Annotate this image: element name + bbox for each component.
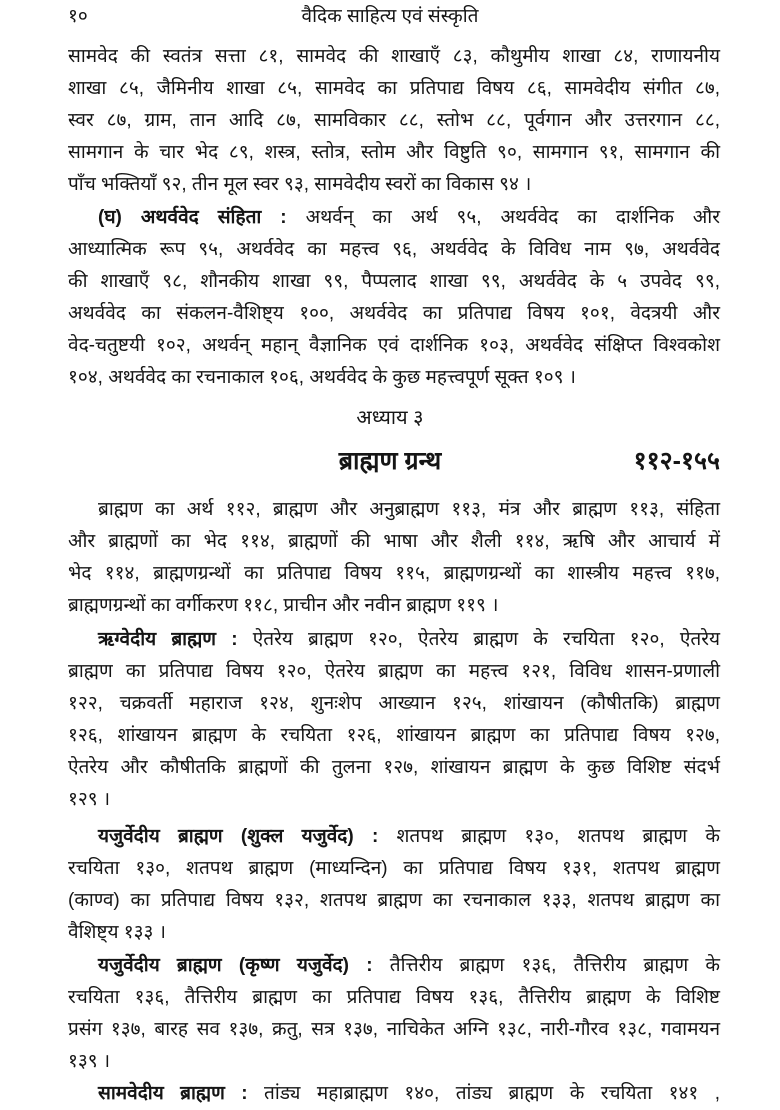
text-line <box>68 169 720 201</box>
line-text: (काण्व) का प्रतिपाद्य विषय १३२, शतपथ ब्राह्मण का रचनाकाल १३३, शतपथ ब्राह्मण का <box>68 890 720 911</box>
text-line <box>68 1078 720 1110</box>
paragraph-brahmana-intro <box>68 494 720 622</box>
text-line <box>68 982 720 1014</box>
line-text: भेद ११४, ब्राह्मणग्रन्थों का प्रतिपाद्य विषय ११५, ब्राह्मणग्रन्थों का शास्त्रीय महत्त्व ११७, <box>68 563 720 584</box>
text-line <box>68 917 720 949</box>
text-line <box>68 494 720 526</box>
paragraph-heading: सामवेदीय ब्राह्मण : <box>98 1083 248 1104</box>
text-line <box>68 73 720 105</box>
line-text: आध्यात्मिक रूप ९५, अथर्ववेद का महत्त्व ९६, अथर्ववेद के विविध नाम ९७, अथर्ववेद <box>68 239 720 260</box>
line-text: स्वर ८७, ग्राम, तान आदि ८७, सामविकार ८८, स्तोभ ८८, पूर्वगान और उत्तरगान ८८, <box>68 110 720 131</box>
line-text: प्रसंग १३७, बारह सव १३७, क्रतु, सत्र १३७, नाचिकेत अग्नि १३८, नारी-गौरव १३८, गवामयन <box>68 1019 720 1040</box>
text-line <box>68 590 720 622</box>
line-text: अथर्ववेद का संकलन-वैशिष्ट्य १००, अथर्ववेद का प्रतिपाद्य विषय १०१, वेदत्रयी और <box>68 303 720 324</box>
paragraph-samavedic-brahmana <box>68 1078 720 1110</box>
paragraph-heading: यजुर्वेदीय ब्राह्मण (शुक्ल यजुर्वेद) : <box>98 826 379 847</box>
text-line <box>68 853 720 885</box>
text-line <box>68 41 720 73</box>
line-text: सामवेद की स्वतंत्र सत्ता ८१, सामवेद की शाखाएँ ८३, कौथुमीय शाखा ८४, राणायनीय <box>68 46 720 67</box>
line-text: १२६, शांखायन ब्राह्मण के रचयिता १२६, शांखायन ब्राह्मण का प्रतिपाद्य विषय १२७, <box>68 725 720 746</box>
paragraph-krishna-yajurveda-brahmana <box>68 950 720 1078</box>
chapter-title: ब्राह्मण ग्रन्थ <box>338 447 442 475</box>
text-line <box>68 688 720 720</box>
paragraph-heading: यजुर्वेदीय ब्राह्मण (कृष्ण यजुर्वेद) : <box>98 955 373 976</box>
paragraph-atharvaveda-samhita <box>68 202 720 394</box>
line-text: और ब्राह्मणों का भेद ११४, ब्राह्मणों की भाषा और शैली ११४, ऋषि और आचार्य में <box>68 531 720 552</box>
line-text: तांड्य महाब्राह्मण १४०, तांड्य ब्राह्मण के रचयिता १४१ , <box>247 1083 720 1104</box>
paragraph-heading: ऋग्वेदीय ब्राह्मण : <box>98 629 238 650</box>
line-text: ऐतरेय ब्राह्मण १२०, ऐतरेय ब्राह्मण के रचयिता १२०, ऐतरेय <box>237 629 720 650</box>
line-text: रचयिता १३०, शतपथ ब्राह्मण (माध्यन्दिन) का प्रतिपाद्य विषय १३१, शतपथ ब्राह्मण <box>68 858 720 879</box>
text-line <box>68 330 720 362</box>
text-line <box>68 885 720 917</box>
line-text: शाखा ८५, जैमिनीय शाखा ८५, सामवेद का प्रतिपाद्य विषय ८६, सामवेदीय संगीत ८७, <box>68 78 720 99</box>
line-text: १३९ । <box>68 1051 111 1072</box>
paragraph-rigvedic-brahmana <box>68 624 720 816</box>
text-line <box>68 362 720 394</box>
line-text: शतपथ ब्राह्मण १३०, शतपथ ब्राह्मण के <box>378 826 720 847</box>
chapter-label: अध्याय ३ <box>356 407 424 429</box>
text-line <box>68 784 720 816</box>
line-text: १२२, चक्रवर्ती महाराज १२४, शुनःशेप आख्यान १२५, शांखायन (कौषीतकि) ब्राह्मण <box>68 693 720 714</box>
line-text: अथर्वन् का अर्थ ९५, अथर्ववेद का दार्शनिक और <box>286 207 720 228</box>
text-line <box>68 202 720 234</box>
line-text: ऐतरेय और कौषीतकि ब्राह्मणों की तुलना १२७, शांखायन ब्राह्मण के कुछ विशिष्ट संदर्भ <box>68 757 720 778</box>
paragraph-heading: (घ) अथर्ववेद संहिता : <box>98 207 287 228</box>
line-text: १२९ । <box>68 789 111 810</box>
text-line <box>68 624 720 656</box>
line-text: तैत्तिरीय ब्राह्मण १३६, तैत्तिरीय ब्राह्मण के <box>372 955 720 976</box>
text-line <box>68 105 720 137</box>
text-line <box>68 720 720 752</box>
paragraph-samaveda-contents <box>68 41 720 201</box>
line-text: रचयिता १३६, तैत्तिरीय ब्राह्मण का प्रतिपाद्य विषय १३६, तैत्तिरीय ब्राह्मण के विशिष्ट <box>68 987 720 1008</box>
line-text: वेद-चतुष्टयी १०२, अथर्वन् महान् वैज्ञानिक एवं दार्शनिक १०३, अथर्ववेद संक्षिप्त विश्वकोश <box>68 335 720 356</box>
text-line <box>68 1014 720 1046</box>
paragraph-shukla-yajurveda-brahmana <box>68 821 720 949</box>
text-line <box>68 526 720 558</box>
text-line <box>68 752 720 784</box>
text-line <box>68 266 720 298</box>
text-line <box>68 1046 720 1078</box>
line-text: १०४, अथर्ववेद का रचनाकाल १०६, अथर्ववेद के कुछ महत्त्वपूर्ण सूक्त १०९ । <box>68 367 576 388</box>
text-line <box>68 821 720 853</box>
text-line <box>68 656 720 688</box>
line-text: ब्राह्मणग्रन्थों का वर्गीकरण ११८, प्राचीन और नवीन ब्राह्मण ११९ । <box>68 595 499 616</box>
text-line <box>68 558 720 590</box>
page-number: १० <box>68 6 88 27</box>
line-text: ब्राह्मण का प्रतिपाद्य विषय १२०, ऐतरेय ब्राह्मण का महत्त्व १२१, विविध शासन-प्रणाली <box>68 661 720 682</box>
running-title: वैदिक साहित्य एवं संस्कृति <box>301 6 479 27</box>
line-text: सामगान के चार भेद ८९, शस्त्र, स्तोत्र, स्तोम और विष्टुति ९०, सामगान ९१, सामगान की <box>68 142 720 163</box>
line-text: पाँच भक्तियाँ ९२, तीन मूल स्वर ९३, सामवेदीय स्वरों का विकास ९४ । <box>68 174 532 195</box>
text-line <box>68 234 720 266</box>
text-line <box>68 298 720 330</box>
chapter-page-range: ११२-१५५ <box>633 447 720 475</box>
line-text: वैशिष्ट्य १३३ । <box>68 922 166 943</box>
line-text: की शाखाएँ ९८, शौनकीय शाखा ९९, पैप्पलाद शाखा ९९, अथर्ववेद के ५ उपवेद ९९, <box>68 271 720 292</box>
text-line <box>68 137 720 169</box>
line-text: ब्राह्मण का अर्थ ११२, ब्राह्मण और अनुब्राह्मण ११३, मंत्र और ब्राह्मण ११३, संहिता <box>98 499 720 520</box>
text-line <box>68 950 720 982</box>
